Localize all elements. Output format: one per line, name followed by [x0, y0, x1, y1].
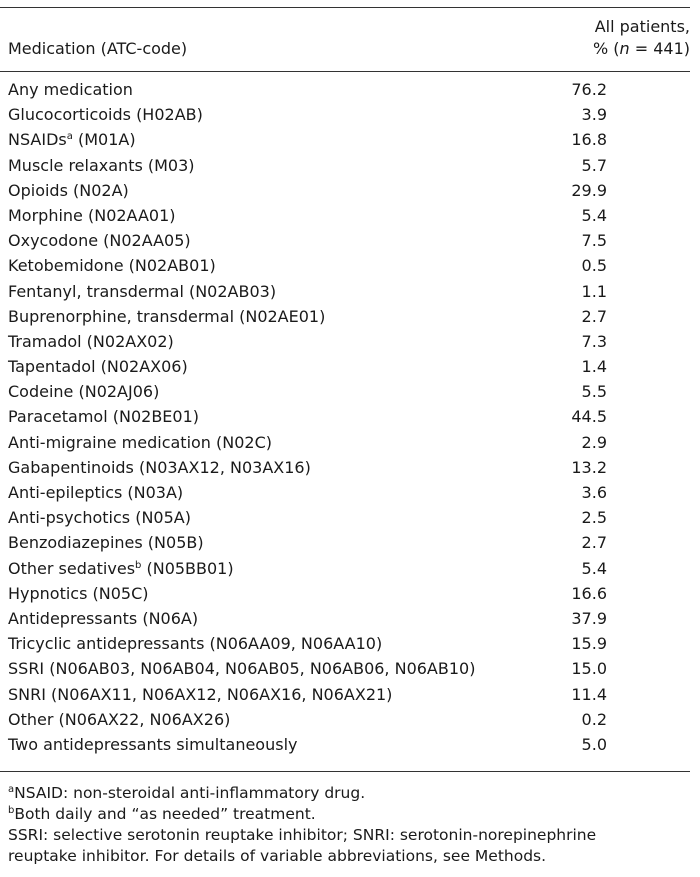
header-all-patients-line1: All patients,	[594, 17, 690, 36]
table-row	[0, 253, 690, 278]
medication-name: Ketobemidone (N02AB01)	[8, 256, 216, 276]
table-row	[0, 178, 690, 203]
table-row	[0, 530, 690, 555]
percent-cell: 5.5	[581, 382, 607, 402]
percent-cell: 5.7	[581, 155, 607, 175]
percent-cell: 44.5	[571, 407, 607, 427]
medication-cell	[8, 279, 276, 304]
percent-cell: 7.3	[581, 331, 607, 351]
percent-cell: 37.9	[571, 608, 607, 628]
percent-cell: 2.9	[581, 432, 607, 452]
footnote-a-text: NSAID: non-steroidal anti-inflammatory drug.	[14, 784, 366, 802]
percent-cell: 16.6	[571, 583, 607, 603]
header-medication: Medication (ATC-code)	[8, 39, 188, 58]
medication-cell	[8, 682, 392, 707]
percent-cell: 11.4	[571, 684, 607, 704]
medication-cell	[8, 404, 199, 429]
header-all-patients	[556, 16, 690, 60]
header-pct: % (	[592, 39, 620, 58]
table-row	[0, 430, 690, 455]
medication-name: Gabapentinoids (N03AX12, N03AX16)	[8, 457, 311, 477]
medication-name: Two antidepressants simultaneously	[8, 734, 298, 754]
footnote-b-mark: b	[8, 805, 15, 816]
footnote-abbrev-line2: reuptake inhibitor. For details of variable abbreviations, see Methods.	[8, 847, 547, 865]
table-row	[0, 228, 690, 253]
percent-cell: 5.4	[581, 205, 607, 225]
medication-cell	[8, 606, 198, 631]
medication-name: Benzodiazepines (N05B)	[8, 533, 204, 553]
table-row	[0, 127, 690, 152]
medication-cell	[8, 77, 133, 102]
medication-name: Anti-psychotics (N05A)	[8, 508, 191, 528]
table-row	[0, 279, 690, 304]
table-bottom-rule	[0, 771, 690, 772]
table-row	[0, 404, 690, 429]
medication-name: Tricyclic antidepressants (N06AA09, N06AA10)	[8, 634, 383, 654]
table-row	[0, 732, 690, 757]
medication-name: Paracetamol (N02BE01)	[8, 407, 199, 427]
medication-name: Other sedatives	[8, 558, 136, 578]
table-row	[0, 379, 690, 404]
percent-cell: 0.2	[581, 709, 607, 729]
table-row	[0, 606, 690, 631]
medication-name: Other (N06AX22, N06AX26)	[8, 709, 231, 729]
medication-name: Antidepressants (N06A)	[8, 608, 199, 628]
medication-cell	[8, 329, 174, 354]
medication-name: Buprenorphine, transdermal (N02AE01)	[8, 306, 326, 326]
medication-cell	[8, 631, 382, 656]
medication-cell	[8, 228, 191, 253]
medication-cell	[8, 732, 297, 757]
table-row	[0, 203, 690, 228]
medication-name: Opioids (N02A)	[8, 180, 129, 200]
percent-cell: 76.2	[571, 80, 607, 99]
table-row	[0, 480, 690, 505]
medication-cell	[8, 304, 325, 329]
table-top-rule	[0, 7, 690, 8]
percent-cell: 3.6	[581, 483, 607, 502]
medication-cell	[8, 581, 149, 606]
medication-name: Morphine (N02AA01)	[8, 205, 176, 225]
footnote-marker: b	[135, 559, 142, 571]
table-header-rule	[0, 71, 690, 72]
table-row	[0, 682, 690, 707]
medication-name: Tapentadol (N02AX06)	[8, 357, 188, 377]
medication-cell	[8, 127, 136, 152]
medication-cell	[8, 556, 234, 581]
medication-name: SNRI (N06AX11, N06AX12, N06AX16, N06AX21)	[8, 684, 393, 704]
table-row	[0, 505, 690, 530]
percent-cell: 5.0	[581, 734, 607, 754]
footnote-marker: a	[66, 131, 73, 143]
table-row	[0, 77, 690, 102]
footnote-b	[8, 804, 692, 825]
table-row	[0, 354, 690, 379]
medication-atc-code: (N05BB01)	[141, 558, 234, 578]
medication-name: SSRI (N06AB03, N06AB04, N06AB05, N06AB06, N06AB10)	[8, 659, 476, 679]
medication-cell	[8, 505, 191, 530]
medication-name: Glucocorticoids (H02AB)	[8, 105, 203, 125]
medication-name: NSAIDs	[8, 130, 67, 150]
medication-name: Muscle relaxants (M03)	[8, 155, 195, 175]
percent-cell: 0.5	[581, 256, 607, 276]
percent-cell: 7.5	[581, 231, 607, 251]
table-row	[0, 304, 690, 329]
medication-name: Anti-migraine medication (N02C)	[8, 432, 273, 452]
medication-cell	[8, 480, 183, 505]
table-body	[0, 77, 690, 757]
medication-name: Anti-epileptics (N03A)	[8, 483, 184, 502]
medication-cell	[8, 656, 475, 681]
medication-name: Any medication	[8, 80, 133, 99]
medication-cell	[8, 379, 159, 404]
medication-cell	[8, 203, 176, 228]
percent-cell: 16.8	[571, 130, 607, 150]
percent-cell: 1.1	[581, 281, 607, 301]
table-row	[0, 556, 690, 581]
table-row	[0, 153, 690, 178]
medication-cell	[8, 707, 230, 732]
percent-cell: 15.0	[571, 659, 607, 679]
medication-cell	[8, 430, 272, 455]
footnote-a	[8, 783, 692, 804]
table-footnotes	[8, 783, 692, 867]
percent-cell: 2.5	[581, 508, 607, 528]
medication-cell	[8, 530, 204, 555]
medication-cell	[8, 153, 195, 178]
percent-cell: 15.9	[571, 634, 607, 654]
medication-cell	[8, 354, 188, 379]
medication-name: Tramadol (N02AX02)	[8, 331, 174, 351]
percent-cell: 29.9	[571, 180, 607, 200]
medication-name: Codeine (N02AJ06)	[8, 382, 160, 402]
header-n: n	[619, 39, 630, 58]
percent-cell: 1.4	[581, 357, 607, 377]
header-n-value: = 441)	[629, 39, 690, 58]
table-row	[0, 581, 690, 606]
footnote-a-mark: a	[8, 784, 15, 795]
table-row	[0, 102, 690, 127]
medication-name: Fentanyl, transdermal (N02AB03)	[8, 281, 277, 301]
table-row	[0, 656, 690, 681]
medication-cell	[8, 455, 311, 480]
medication-cell	[8, 178, 129, 203]
percent-cell: 2.7	[581, 533, 607, 553]
medication-name: Oxycodone (N02AA05)	[8, 231, 191, 251]
percent-cell: 3.9	[581, 105, 607, 125]
medication-name: Hypnotics (N05C)	[8, 583, 149, 603]
table-row	[0, 455, 690, 480]
footnote-abbrev-line1: SSRI: selective serotonin reuptake inhibitor; SNRI: serotonin-norepinephrine	[8, 826, 597, 844]
header-all-patients-line2	[556, 38, 690, 60]
medication-cell	[8, 102, 203, 127]
percent-cell: 2.7	[581, 306, 607, 326]
medication-cell	[8, 253, 216, 278]
medication-atc-code: (M01A)	[72, 130, 136, 150]
percent-cell: 13.2	[571, 457, 607, 477]
percent-cell: 5.4	[581, 558, 607, 578]
footnote-b-text: Both daily and “as needed” treatment.	[14, 805, 316, 823]
table-row	[0, 707, 690, 732]
table-row	[0, 329, 690, 354]
table-row	[0, 631, 690, 656]
